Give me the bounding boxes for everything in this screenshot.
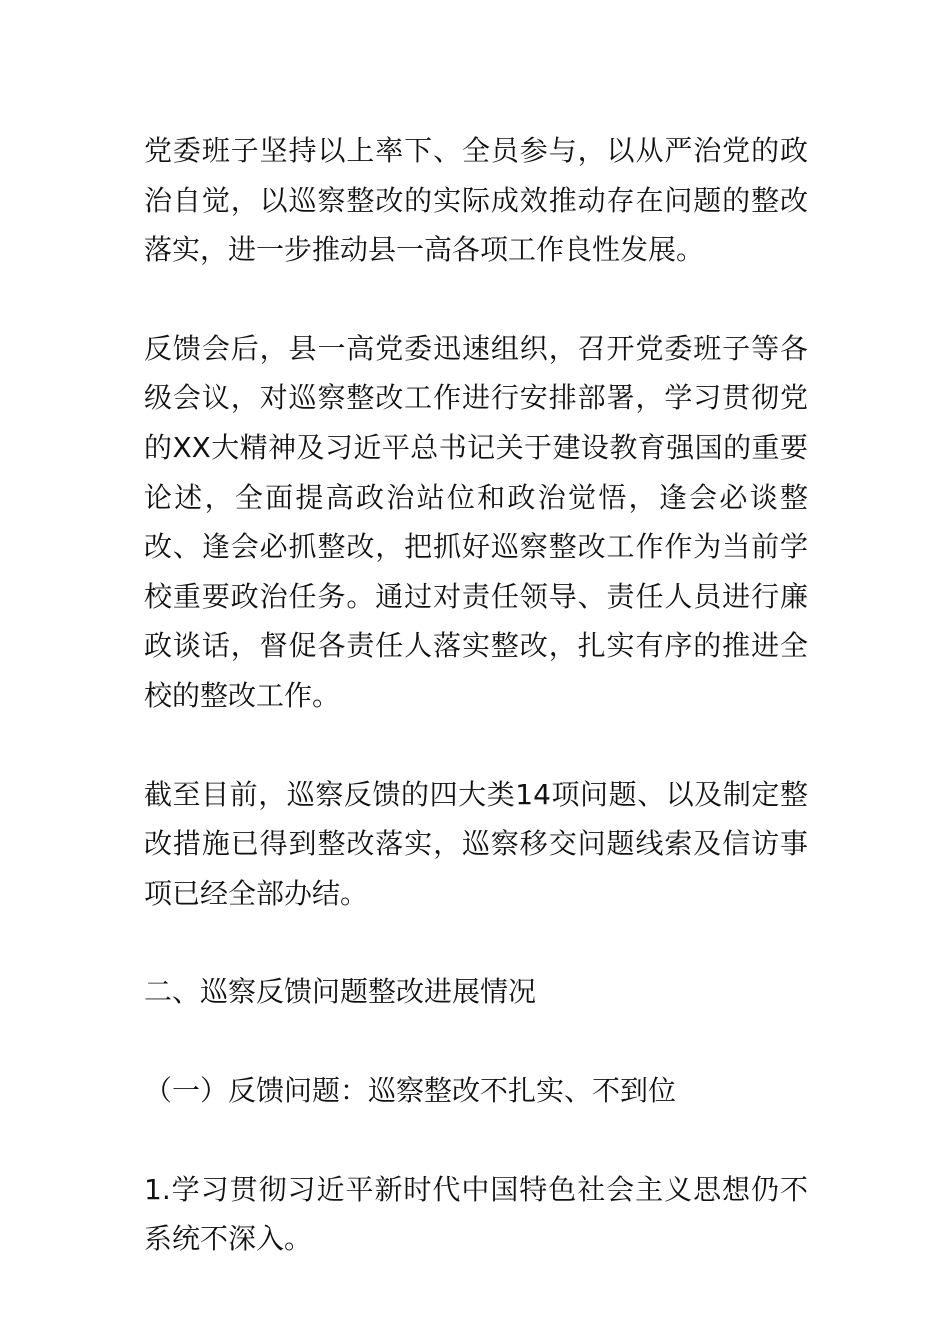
paragraph-feedback-meeting: 反馈会后，县一高党委迅速组织，召开党委班子等各级会议，对巡察整改工作进行安排部署，学习贯彻党的XX大精神及习近平总书记关于建设教育强国的重要论述，全面提高政治站位和政治觉悟，逢会必谈整改、逢会必抓整改，把抓好巡察整改工作作为当前学校重要政治任务。通过对责任领导、责任人员进行廉政谈话，督促各责任人落实整改，扎实有序的推进全校的整改工作。 [144, 331, 808, 712]
paragraph-spacer [144, 275, 808, 324]
paragraph-spacer [144, 1116, 808, 1165]
paragraph-spacer [144, 918, 808, 967]
list-item-1: 1.学习贯彻习近平新时代中国特色社会主义思想仍不系统不深入。 [144, 1172, 808, 1256]
paragraph-rectification-commitment: 党委班子坚持以上率下、全员参与，以从严治党的政治自觉，以巡察整改的实际成效推动存在问题的整改落实，进一步推动县一高各项工作良性发展。 [144, 134, 808, 267]
subsection-heading-1: （一）反馈问题：巡察整改不扎实、不到位 [144, 1073, 677, 1107]
paragraph-spacer [144, 1017, 808, 1066]
document-page [144, 126, 808, 1264]
paragraph-spacer [144, 721, 808, 770]
section-heading-2: 二、巡察反馈问题整改进展情况 [144, 975, 537, 1009]
paragraph-progress-status: 截至目前，巡察反馈的四大类14项问题、以及制定整改措施已得到整改落实，巡察移交问题线索及信访事项已经全部办结。 [144, 777, 808, 910]
